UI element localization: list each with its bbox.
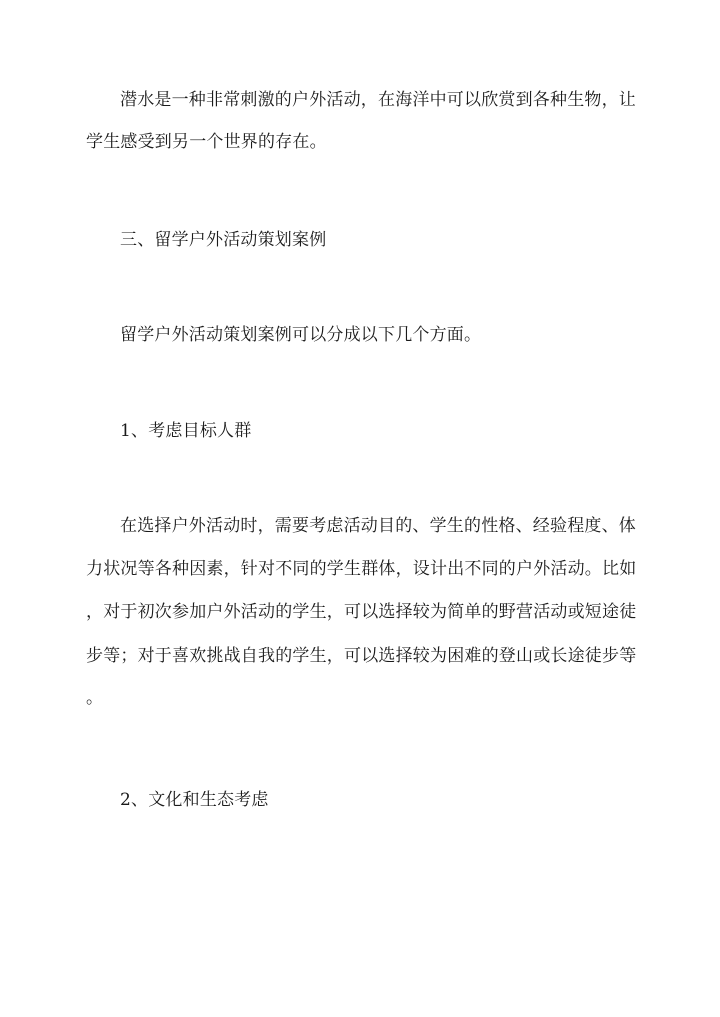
section-heading-3: 三、留学户外活动策划案例 — [120, 230, 327, 250]
paragraph-intro: 留学户外活动策划案例可以分成以下几个方面。 — [120, 325, 482, 345]
paragraph-target-line-1: 在选择户外活动时，需要考虑活动目的、学生的性格、经验程度、体 — [120, 516, 636, 536]
paragraph-target-line-2: 力状况等各种因素，针对不同的学生群体，设计出不同的户外活动。比如 — [86, 559, 637, 579]
subheading-target-group: 1、考虑目标人群 — [120, 421, 252, 441]
paragraph-diving-line-1: 潜水是一种非常刺激的户外活动，在海洋中可以欣赏到各种生物，让 — [120, 90, 636, 110]
paragraph-diving-line-2: 学生感受到另一个世界的存在。 — [86, 132, 327, 152]
paragraph-target-line-3: ，对于初次参加户外活动的学生，可以选择较为简单的野营活动或短途徒 — [86, 602, 637, 622]
subheading-culture-ecology: 2、文化和生态考虑 — [120, 790, 269, 810]
paragraph-target-line-5: 。 — [86, 688, 104, 708]
paragraph-target-line-4: 步等；对于喜欢挑战自我的学生，可以选择较为困难的登山或长途徒步等 — [86, 646, 637, 666]
